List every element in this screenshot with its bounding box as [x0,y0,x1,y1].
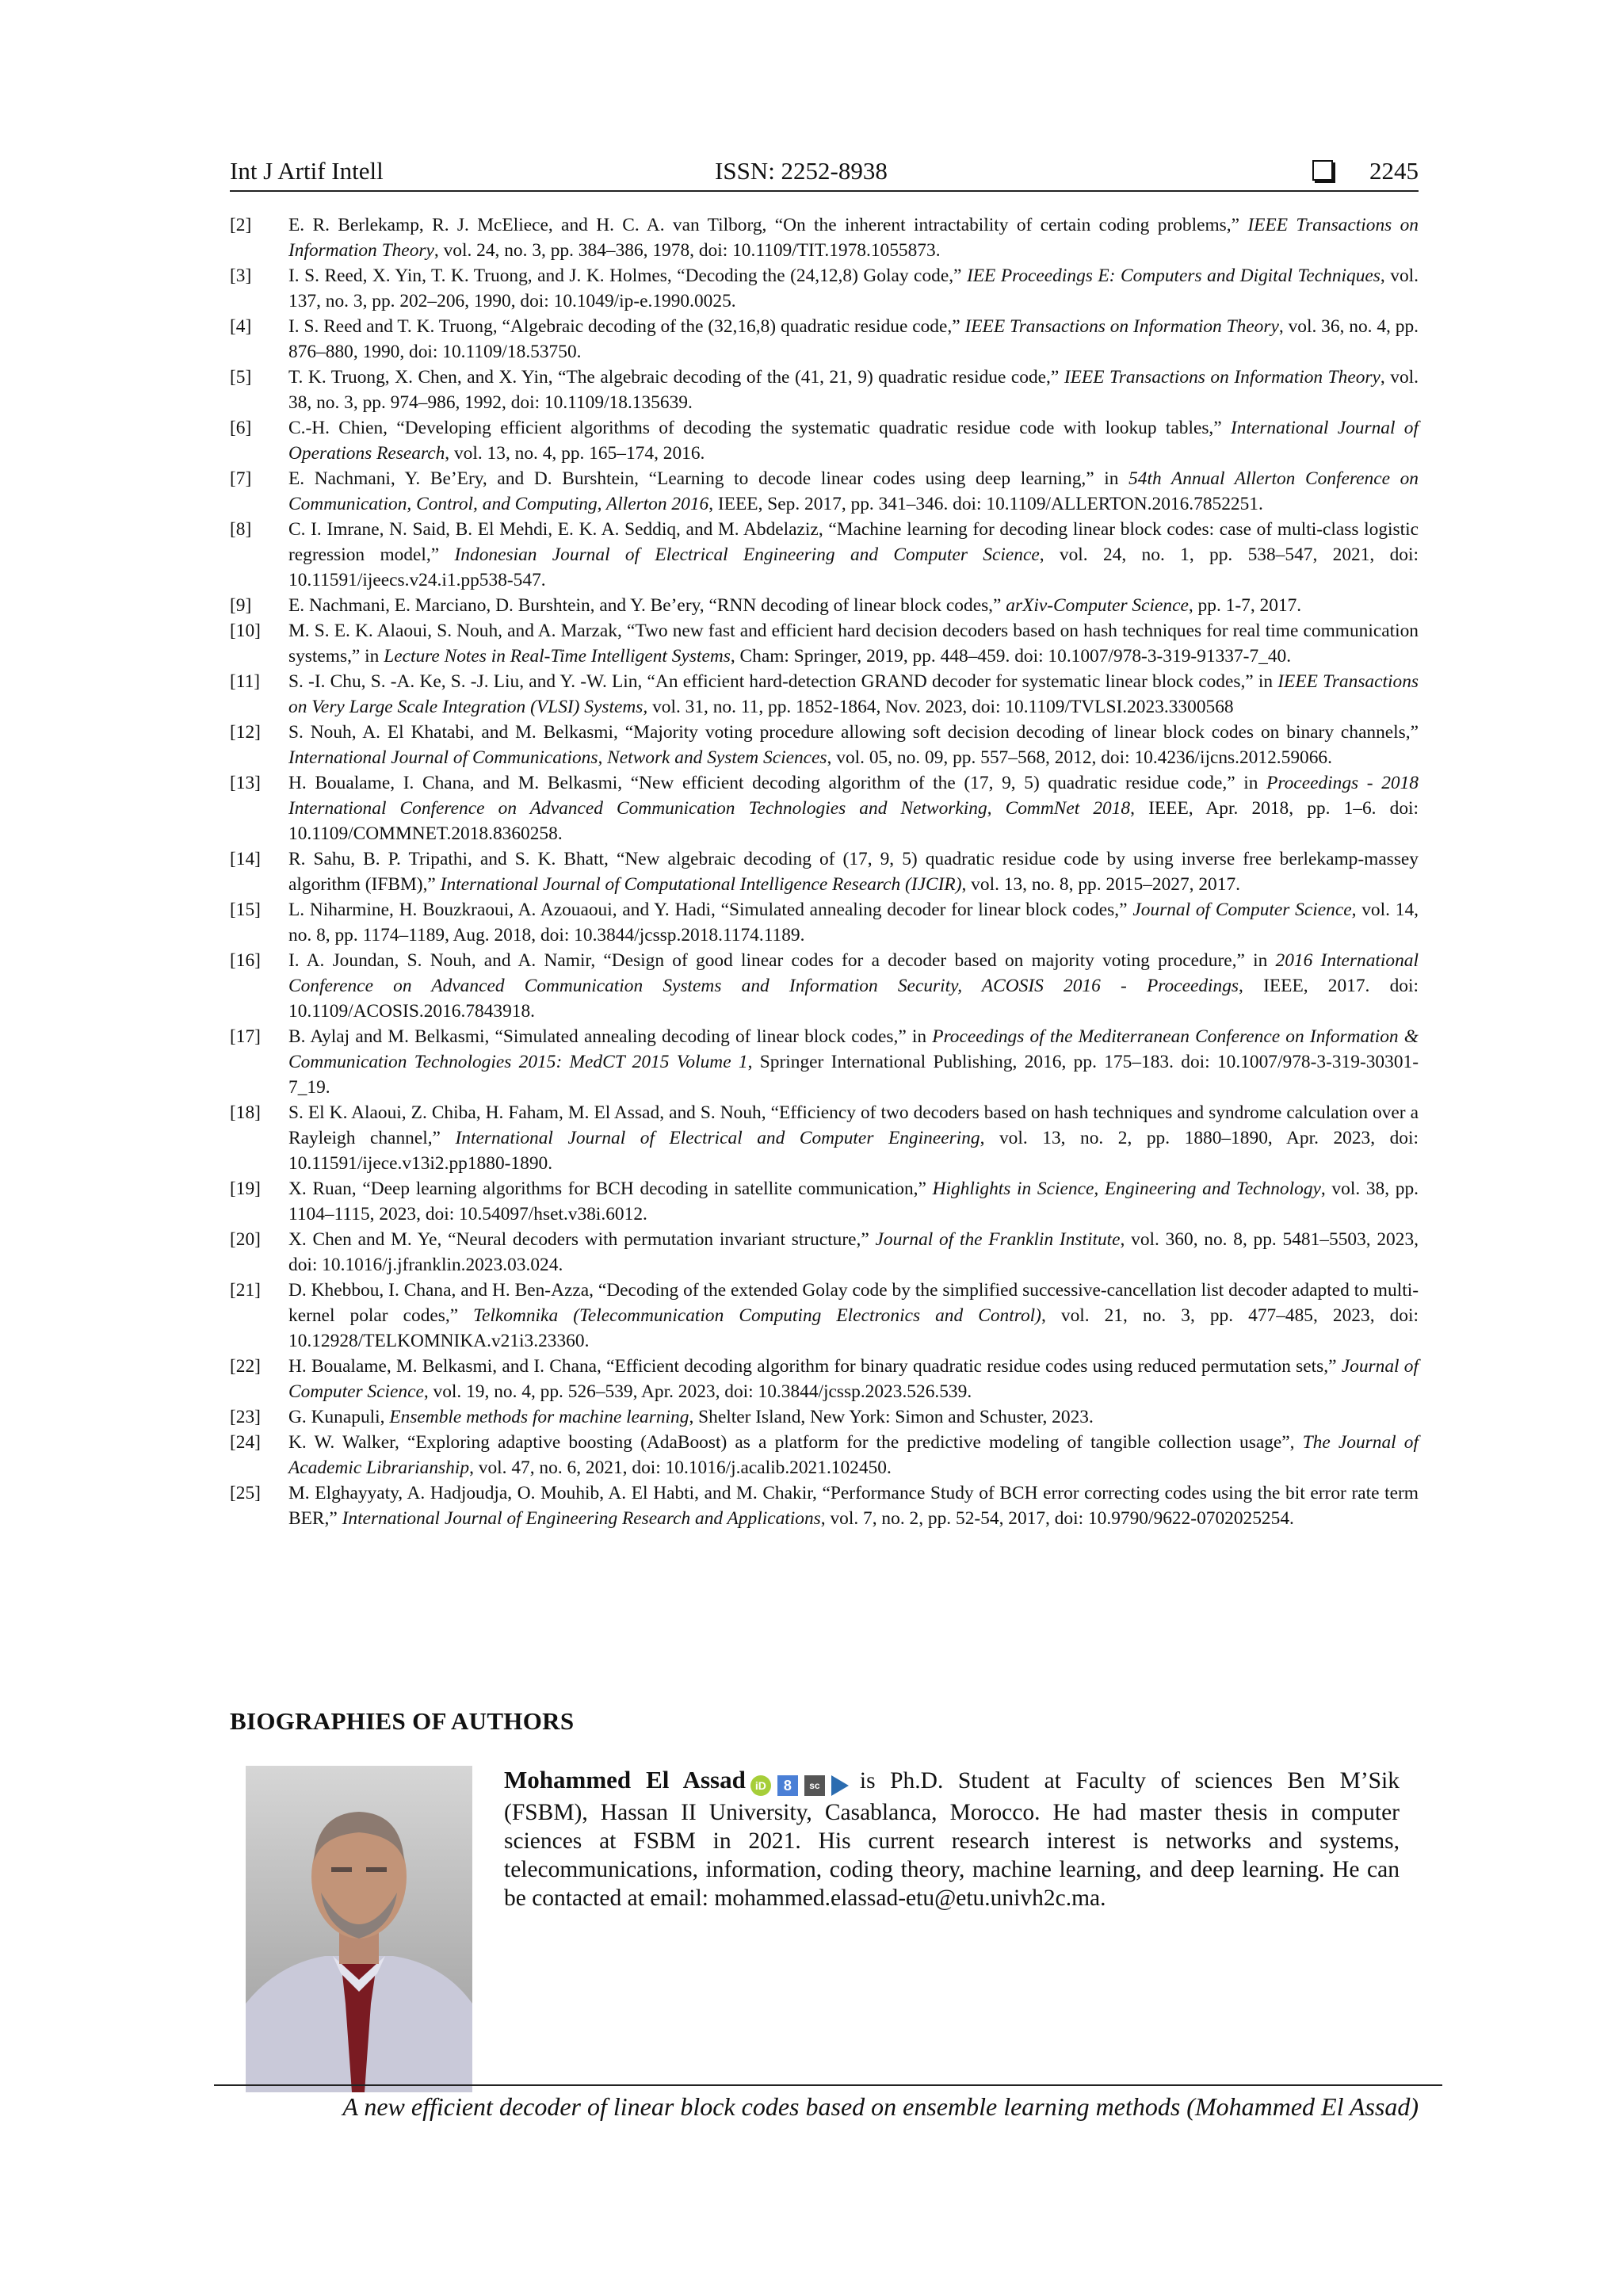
reference-text [288,950,1419,1022]
reference-venue: Proceedings - 2018 International Conference on Advanced Communication Technologies and Networking, CommNet 2018 [288,773,1419,819]
author-bio-text: is Ph.D. Student at Faculty of sciences Ben M’Sik (FSBM), Hassan II University, Casablanca, Morocco. He had master thesis in computer sciences at FSBM in 2021. His current research interest is networks and systems, telecommunications, information, coding theory, machine learning, and deep learning. He can be contacted at email: mohammed.elassad-etu@etu.univh2c.ma. [504,1768,1400,1911]
reference-venue: arXiv-Computer Science [1006,595,1189,616]
google-scholar-icon[interactable]: 8 [777,1775,798,1796]
reference-segment: , vol. 13, no. 4, pp. 165–174, 2016. [445,443,705,464]
reference-number: [11] [230,671,261,692]
reference-venue: Indonesian Journal of Electrical Engineering and Computer Science [454,544,1040,565]
reference-number: [14] [230,849,261,869]
reference-venue: IEEE Transactions on Information Theory [964,316,1279,337]
reference-item [230,593,1419,618]
reference-text [288,316,1419,362]
reference-text [288,1179,1419,1224]
reference-venue: International Journal of Electrical and Computer Engineering [455,1128,980,1148]
reference-item [230,720,1419,770]
reference-text [288,418,1419,464]
reference-item [230,948,1419,1024]
reference-number: [5] [230,367,252,388]
reference-segment: , IEEE, 2017. doi: 10.1109/ACOSIS.2016.7843918. [288,976,1419,1022]
reference-text [288,849,1419,895]
scopus-icon[interactable]: sc [804,1775,825,1796]
reference-segment: E. Nachmani, E. Marciano, D. Burshtein, and Y. Be’ery, “RNN decoding of linear block codes,” [288,595,1006,616]
reference-number: [3] [230,266,252,286]
reference-item [230,1227,1419,1278]
reference-item [230,1100,1419,1176]
reference-segment: , IEEE, Apr. 2018, pp. 1–6. doi: 10.1109/COMMNET.2018.8360258. [288,798,1419,844]
reference-number: [20] [230,1229,261,1250]
reference-number: [23] [230,1407,261,1427]
reference-text [288,773,1419,844]
reference-text [288,1407,1094,1427]
reference-segment: X. Chen and M. Ye, “Neural decoders with permutation invariant structure,” [288,1229,876,1250]
reference-item [230,770,1419,846]
reference-number: [10] [230,621,261,641]
reference-item [230,1024,1419,1100]
reference-item [230,1430,1419,1480]
reference-item [230,415,1419,466]
reference-text [288,722,1419,768]
reference-number: [9] [230,595,252,616]
reference-segment: , vol. 19, no. 4, pp. 526–539, Apr. 2023, doi: 10.3844/jcssp.2023.526.539. [423,1381,972,1402]
reference-segment: , Cham: Springer, 2019, pp. 448–459. doi: 10.1007/978-3-319-91337-7_40. [730,646,1292,667]
reference-segment: E. R. Berlekamp, R. J. McEliece, and H. C. A. van Tilborg, “On the inherent intractability of certain coding problems,” [288,215,1248,235]
reference-venue: IEEE Transactions on Information Theory [1064,367,1381,388]
reference-item [230,212,1419,263]
reference-venue: 54th Annual Allerton Conference on Communication, Control, and Computing, Allerton 2016 [288,468,1419,514]
reference-number: [8] [230,519,252,540]
header-divider [230,190,1419,192]
square-icon [1312,160,1333,181]
reference-segment: , Springer International Publishing, 2016, pp. 175–183. doi: 10.1007/978-3-319-30301-7_19. [288,1052,1419,1098]
reference-text [288,266,1419,311]
reference-text [288,367,1419,413]
reference-number: [6] [230,418,252,438]
reference-text [288,519,1419,590]
reference-text [288,671,1419,717]
orcid-icon[interactable]: iD [750,1775,771,1796]
reference-segment: , vol. 38, no. 3, pp. 974–986, 1992, doi: 10.1109/18.135639. [288,367,1419,413]
reference-item [230,263,1419,314]
reference-venue: Highlights in Science, Engineering and Technology [932,1179,1321,1199]
reference-item [230,1480,1419,1531]
publons-icon[interactable] [831,1775,849,1796]
reference-segment: , vol. 36, no. 4, pp. 876–880, 1990, doi: 10.1109/18.53750. [288,316,1419,362]
reference-segment: , vol. 24, no. 1, pp. 538–547, 2021, doi: 10.11591/ijeecs.v24.i1.pp538-547. [288,544,1419,590]
reference-segment: I. S. Reed and T. K. Truong, “Algebraic decoding of the (32,16,8) quadratic residue code,” [288,316,965,337]
issn: ISSN: 2252-8938 [715,157,888,185]
reference-item [230,1176,1419,1227]
reference-item [230,669,1419,720]
reference-segment: , vol. 13, no. 2, pp. 1880–1890, Apr. 2023, doi: 10.11591/ijece.v13i2.pp1880-1890. [288,1128,1419,1174]
reference-number: [7] [230,468,252,489]
reference-text [288,215,1419,261]
reference-segment: , IEEE, Sep. 2017, pp. 341–346. doi: 10.1109/ALLERTON.2016.7852251. [708,494,1263,514]
reference-segment: G. Kunapuli, [288,1407,390,1427]
biographies-heading: BIOGRAPHIES OF AUTHORS [230,1707,575,1735]
reference-segment: H. Boualame, I. Chana, and M. Belkasmi, “New efficient decoding algorithm of the (17, 9, 5) quadratic residue code,” in [288,773,1267,793]
author-portrait-image [246,1766,472,2092]
reference-item [230,1404,1419,1430]
author-biography [504,1766,1400,1912]
reference-number: [16] [230,950,261,971]
reference-text [288,1026,1419,1098]
reference-segment: , Shelter Island, New York: Simon and Schuster, 2023. [689,1407,1094,1427]
reference-text [288,1483,1419,1529]
reference-segment: S. El K. Alaoui, Z. Chiba, H. Faham, M. El Assad, and S. Nouh, “Efficiency of two decoders based on hash techniques and syndrome calculation over a Rayleigh channel,” [288,1102,1419,1148]
reference-number: [22] [230,1356,261,1377]
reference-segment: , vol. 47, no. 6, 2021, doi: 10.1016/j.acalib.2021.102450. [469,1457,892,1478]
reference-venue: Journal of Computer Science [288,1356,1419,1402]
author-photo [246,1766,472,2092]
reference-number: [25] [230,1483,261,1503]
reference-venue: The Journal of Academic Librarianship [288,1432,1419,1478]
page-header [230,155,1419,190]
reference-text [288,1280,1419,1351]
reference-venue: IEEE Transactions on Information Theory [288,215,1419,261]
author-name: Mohammed El Assad [504,1766,746,1794]
reference-segment: I. A. Joundan, S. Nouh, and A. Namir, “Design of good linear codes for a decoder based on majority voting procedure,” in [288,950,1276,971]
reference-venue: Proceedings of the Mediterranean Conference on Information & Communication Technologies 2015: MedCT 2015 Volume 1 [288,1026,1419,1072]
reference-segment: X. Ruan, “Deep learning algorithms for BCH decoding in satellite communication,” [288,1179,933,1199]
reference-list [230,212,1419,1531]
reference-segment: R. Sahu, B. P. Tripathi, and S. K. Bhatt, “New algebraic decoding of (17, 9, 5) quadratic residue code by using inverse free berlekamp-massey algorithm (IFBM),” [288,849,1419,895]
reference-number: [15] [230,900,261,920]
reference-segment: C. I. Imrane, N. Said, B. El Mehdi, E. K. A. Seddiq, and M. Abdelaziz, “Machine learning for decoding linear block codes: case of multi-class logistic regression model,” [288,519,1419,565]
reference-venue: Telkomnika (Telecommunication Computing Electronics and Control) [473,1305,1041,1326]
reference-text [288,621,1419,667]
reference-segment: , vol. 360, no. 8, pp. 5481–5503, 2023, doi: 10.1016/j.jfranklin.2023.03.024. [288,1229,1419,1275]
reference-number: [17] [230,1026,261,1047]
reference-segment: , vol. 14, no. 8, pp. 1174–1189, Aug. 2018, doi: 10.3844/jcssp.2018.1174.1189. [288,900,1419,946]
reference-item [230,517,1419,593]
reference-segment: C.-H. Chien, “Developing efficient algorithms of decoding the systematic quadratic residue code with lookup tables,” [288,418,1231,438]
reference-segment: E. Nachmani, Y. Be’Ery, and D. Burshtein, “Learning to decode linear codes using deep learning,” in [288,468,1129,489]
reference-segment: S. -I. Chu, S. -A. Ke, S. -J. Liu, and Y. -W. Lin, “An efficient hard-detection GRAND decoder for systematic linear block codes,” in [288,671,1278,692]
page-number: 2245 [1369,157,1419,185]
reference-text [288,900,1419,946]
reference-segment: I. S. Reed, X. Yin, T. K. Truong, and J. K. Holmes, “Decoding the (24,12,8) Golay code,” [288,266,967,286]
reference-number: [21] [230,1280,261,1301]
reference-segment: H. Boualame, M. Belkasmi, and I. Chana, “Efficient decoding algorithm for binary quadratic residue codes using reduced permutation sets,” [288,1356,1342,1377]
reference-segment: M. Elghayyaty, A. Hadjoudja, O. Mouhib, A. El Habti, and M. Chakir, “Performance Study of BCH error correcting codes using the bit error rate term BER,” [288,1483,1419,1529]
reference-segment: , vol. 7, no. 2, pp. 52-54, 2017, doi: 10.9790/9622-0702025254. [820,1508,1294,1529]
reference-item [230,314,1419,365]
journal-name: Int J Artif Intell [230,157,384,185]
reference-item [230,1354,1419,1404]
reference-text [288,1356,1419,1402]
reference-venue: Journal of Computer Science [1132,900,1352,920]
reference-segment: , vol. 38, pp. 1104–1115, 2023, doi: 10.54097/hset.v38i.6012. [288,1179,1419,1224]
reference-item [230,897,1419,948]
reference-segment: , vol. 137, no. 3, pp. 202–206, 1990, doi: 10.1049/ip-e.1990.0025. [288,266,1419,311]
reference-venue: 2016 International Conference on Advanced Communication Systems and Information Security, ACOSIS 2016 - Proceedings [288,950,1419,996]
reference-segment: , pp. 1-7, 2017. [1188,595,1302,616]
reference-segment: L. Niharmine, H. Bouzkraoui, A. Azouaoui, and Y. Hadi, “Simulated annealing decoder for linear block codes,” [288,900,1133,920]
running-title: A new efficient decoder of linear block codes based on ensemble learning methods (Mohammed El Assad) [342,2092,1419,2121]
reference-number: [19] [230,1179,261,1199]
reference-text [288,1102,1419,1174]
footer-divider [214,2084,1442,2086]
reference-segment: D. Khebbou, I. Chana, and H. Ben-Azza, “Decoding of the extended Golay code by the simplified successive-cancellation list decoder adapted to multi-kernel polar codes,” [288,1280,1419,1326]
reference-segment: , vol. 13, no. 8, pp. 2015–2027, 2017. [961,874,1240,895]
reference-venue: Lecture Notes in Real-Time Intelligent Systems [384,646,731,667]
reference-segment: , vol. 21, no. 3, pp. 477–485, 2023, doi: 10.12928/TELKOMNIKA.v21i3.23360. [288,1305,1419,1351]
reference-text [288,468,1419,514]
reference-number: [13] [230,773,261,793]
reference-segment: , vol. 05, no. 09, pp. 557–568, 2012, doi: 10.4236/ijcns.2012.59066. [827,747,1332,768]
reference-segment: S. Nouh, A. El Khatabi, and M. Belkasmi, “Majority voting procedure allowing soft decision decoding of linear block codes on binary channels,” [288,722,1419,743]
reference-venue: Ensemble methods for machine learning [389,1407,689,1427]
reference-number: [12] [230,722,261,743]
reference-venue: International Journal of Communications, Network and System Sciences [288,747,827,768]
reference-item [230,618,1419,669]
author-profile-icons [750,1770,855,1798]
reference-venue: Journal of the Franklin Institute [875,1229,1121,1250]
reference-text [288,1229,1419,1275]
reference-venue: International Journal of Computational Intelligence Research (IJCIR) [440,874,962,895]
reference-number: [2] [230,215,252,235]
reference-number: [24] [230,1432,261,1453]
reference-segment: T. K. Truong, X. Chen, and X. Yin, “The algebraic decoding of the (41, 21, 9) quadratic residue code,” [288,367,1064,388]
reference-item [230,846,1419,897]
reference-segment: K. W. Walker, “Exploring adaptive boosting (AdaBoost) as a platform for the predictive modeling of tangible collection usage”, [288,1432,1303,1453]
reference-venue: International Journal of Engineering Research and Applications [342,1508,821,1529]
reference-segment: vol. 31, no. 11, pp. 1852-1864, Nov. 2023, doi: 10.1109/TVLSI.2023.3300568 [647,697,1234,717]
reference-item [230,365,1419,415]
reference-text [288,1432,1419,1478]
reference-venue: IEE Proceedings E: Computers and Digital Techniques [966,266,1381,286]
reference-segment: B. Aylaj and M. Belkasmi, “Simulated annealing decoding of linear block codes,” in [288,1026,933,1047]
reference-segment: , vol. 24, no. 3, pp. 384–386, 1978, doi: 10.1109/TIT.1978.1055873. [433,240,941,261]
reference-venue: International Journal of Operations Research [288,418,1419,464]
reference-item [230,466,1419,517]
reference-item [230,1278,1419,1354]
reference-segment: M. S. E. K. Alaoui, S. Nouh, and A. Marzak, “Two new fast and efficient hard decision decoders based on hash techniques for real time communication systems,” in [288,621,1419,667]
reference-number: [4] [230,316,252,337]
reference-number: [18] [230,1102,261,1123]
reference-venue: IEEE Transactions on Very Large Scale Integration (VLSI) Systems, [288,671,1419,717]
reference-text [288,595,1301,616]
